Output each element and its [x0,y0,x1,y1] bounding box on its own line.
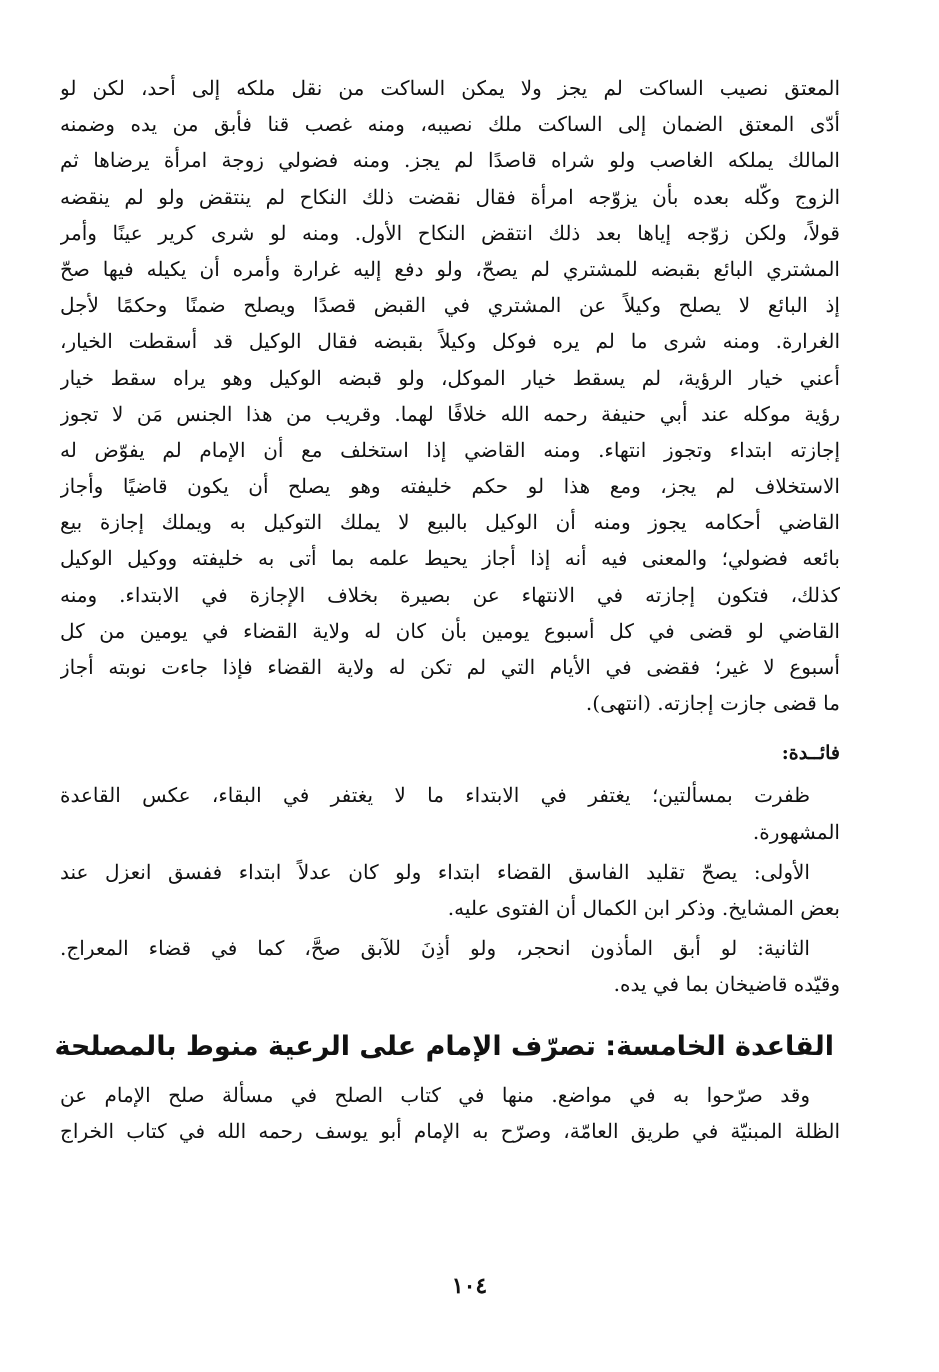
main-paragraph [60,70,840,721]
text-line: الظلة المبنيّة في طريق العامّة، وصرّح به الإمام أبو يوسف رحمه الله في كتاب الخراج [60,1118,840,1143]
text-line: بعض المشايخ. وذكر ابن الكمال أن الفتوى عليه. [447,895,840,920]
first-case-paragraph [60,854,840,926]
faida-heading: فائــدة: [781,742,840,765]
text-line: وقيّده قاضيخان بما في يده. [613,972,840,997]
text-line: كذلك، فتكون إجازته في الانتهاء عن بصيرة بخلاف الإجازة في الابتداء. ومنه [60,582,840,607]
text-line: المالك يملكه الغاصب ولو شراه قاصدًا لم يجز. ومنه فضولي زوجة امرأة يرضاها ثم [60,148,840,173]
text-line: ظفرت بمسألتين؛ يغتفر في الابتداء ما لا يغتفر في البقاء، عكس القاعدة [60,783,810,808]
text-line: أسبوع لا غير؛ فقضى في الأيام التي لم تكن له ولاية القضاء فإذا جاءت نوبته أجاز [60,655,840,679]
faida-paragraph [60,777,840,849]
text-line: وقد صرّحوا به في مواضع. منها في كتاب الصلح في مسألة صلح الإمام عن [60,1082,810,1107]
text-line: المشتري البائع بقبضه للمشتري لم يصحّ، ولو دفع إليه غرارة وأمره أن يكيله فيها صحّ [60,256,840,281]
text-line: القاضي لو قضى في كل أسبوع يومين بأن كان له ولاية القضاء في يومين من كل [60,618,840,643]
text-line: رؤية موكله عند أبي حنيفة رحمه الله خلافًا لهما. وقريب من هذا الجنس مَن لا تجوز [60,401,840,426]
text-line: إجازته ابتداء وتجوز انتهاء. ومنه القاضي إذا استخلف مع أن الإمام لم يفوّض له [60,437,840,462]
text-line: قولاً، ولكن زوّجه إياها بعد ذلك انتقض النكاح الأول. ومنه لو شرى كرير عينًا وأمر [60,220,840,245]
text-line: المعتق نصيب الساكت لم يجز ولا يمكن الساكت من نقل ملكه إلى أحد، لكن لو [60,76,840,100]
text-line: إذ البائع لا يصلح وكيلاً عن المشتري في القبض قصدًا ويصلح ضمنًا وحكمًا لأجل [60,293,840,318]
text-line: القاضي أحكامه يجوز ومنه أن الوكيل بالبيع لا يملك التوكيل به ويملك إجازة بيع [60,510,840,535]
text-line: الزوج وكّله بعده بأن يزوّجه امرأة فقال نقضت ذلك النكاح لم ينتقض ولو لم ينقضه [60,184,840,209]
second-case-paragraph [60,930,840,1002]
text-line: الاستخلاف لم يجز، ومع هذا لو حكم خليفته وهو يصلح أن يكون قاضيًا وأجاز [60,474,840,499]
text-line: بائعه فضولي؛ والمعنى فيه أنه إذا أجاز يحيط علمه بما أتى به خليفته ووكيل الوكيل [60,546,840,571]
section-title: القاعدة الخامسة: تصرّف الإمام على الرعية منوط بالمصلحة [54,1030,834,1062]
text-line: الأولى: يصحّ تقليد الفاسق القضاء ابتداء ولو كان عدلاً ابتداء ففسق انعزل عند [60,859,810,884]
text-line: الغرارة. ومنه شرى ما لم يره فوكل وكيلاً بقبضه فقال الوكيل قد أسقطت الخيار، [60,329,840,354]
text-line: ما قضى جازت إجازته. (انتهى). [585,691,840,716]
page-number: ١٠٤ [451,1273,488,1299]
text-line: الثانية: لو أبق المأذون انحجر، ولو أذِنَ للآبق صحَّ، كما في قضاء المعراج. [60,936,810,961]
book-page [54,70,840,1149]
text-line: أعني خيار الرؤية، لم يسقط خيار الموكل، ولو قبضه الوكيل وهو يراه سقط خيار [60,365,840,390]
section-paragraph [60,1077,840,1149]
text-line: أدّى المعتق الضمان إلى الساكت ملك نصيبه، ومنه غصب قنا فأبق من يده وضمنه [60,112,840,137]
text-line: المشهورة. [752,819,840,844]
